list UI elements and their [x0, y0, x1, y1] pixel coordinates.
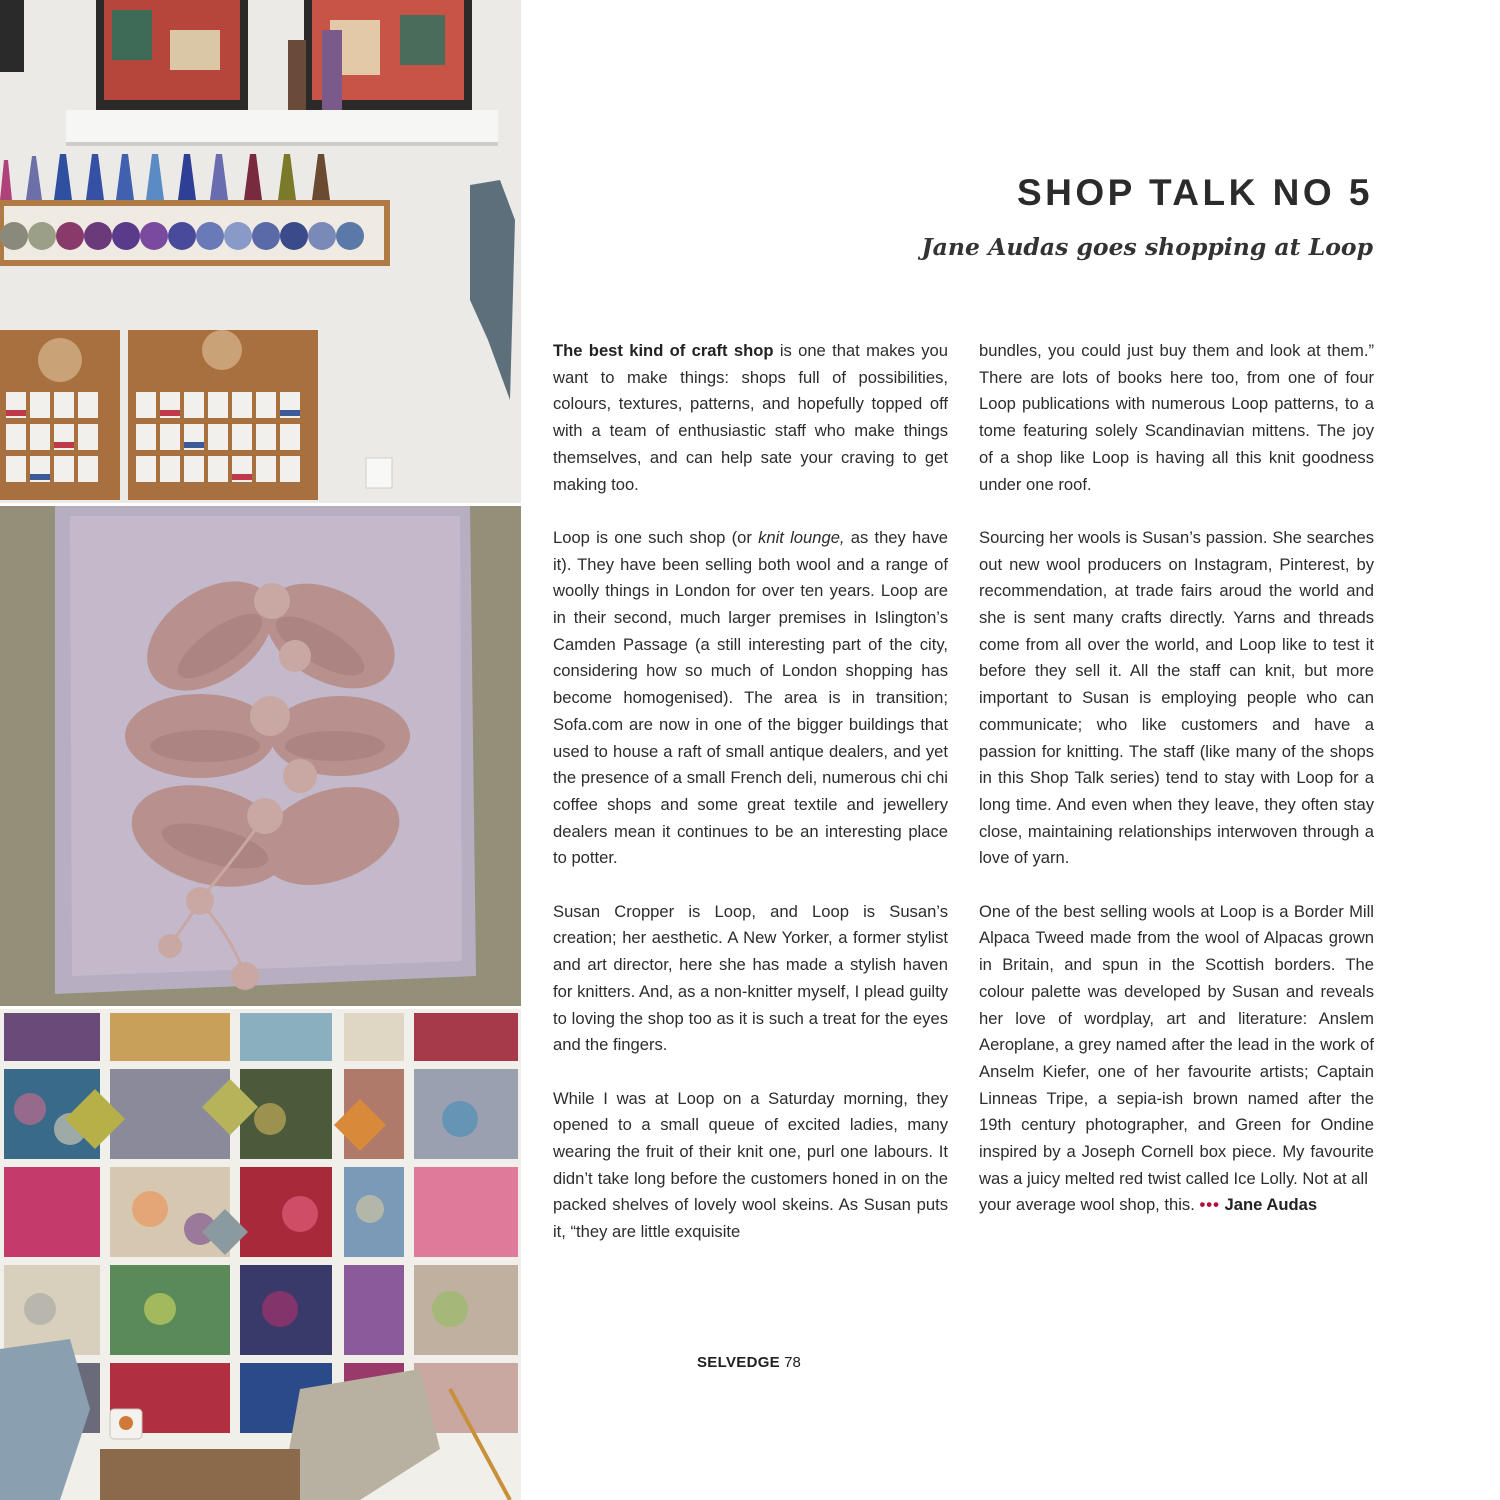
magazine-name: SELVEDGE: [697, 1354, 780, 1371]
article-title: SHOP TALK NO 5: [1016, 172, 1373, 213]
page-number: 78: [784, 1354, 801, 1371]
paragraph: [553, 525, 948, 872]
pink-skeins-illustration: [0, 506, 521, 1006]
paragraph: Susan Cropper is Loop, and Loop is Susan’s creation; her aesthetic. A New Yorker, a former stylist and art director, here she has made a stylish haven for knitters. And, as a non-knitter myself, I plead guilty to loving the shop too as it is such a treat for the eyes and the fingers.: [553, 901, 948, 1055]
closing-text: your average wool shop, this.: [979, 1195, 1200, 1215]
closing-line: [979, 1195, 1317, 1214]
photo-yarn-shelves: [0, 0, 521, 503]
paragraph-text: Loop is one such shop (or: [553, 527, 759, 547]
paragraph: [979, 899, 1374, 1219]
paragraph: [553, 338, 948, 498]
yarn-shelves-illustration: [0, 0, 521, 503]
lead-in: The best kind of craft shop: [553, 341, 774, 360]
yarn-cubbies-illustration: [0, 1009, 521, 1500]
paragraph: Sourcing her wools is Susan’s passion. She searches out new wool producers on Instagram, Pinterest, by recommendation, at trade fairs aroud the world and she is sent many crafts directly. Yarns and threads come from all over the world, and Loop like to test it before they sell it. All the staff can knit, but more important to Susan is employing people who can communicate; who like customers and have a passion for knitting. The staff (like many of the shops in this Shop Talk series) tend to stay with Loop for a long time. And even when they leave, they often stay close, maintaining relationships interwoven through a love of yarn.: [979, 527, 1374, 868]
italic-phrase: knit lounge,: [758, 527, 845, 547]
photo-yarn-cubbies: [0, 1009, 521, 1500]
paragraph: bundles, you could just buy them and look at them.” There are lots of books here too, from one of four Loop publications with numerous Loop patterns, to a tome featuring solely Scandinavian mittens. The joy of a shop like Loop is having all this knit goodness under one roof.: [979, 341, 1374, 494]
paragraph: While I was at Loop on a Saturday morning, they opened to a small queue of excited ladies, many wearing the fruit of their knit one, purl one labours. It didn’t take long before the customers honed in on the packed shelves of lovely wool skeins. As Susan puts it, “they are little exquisite: [553, 1088, 948, 1242]
paragraph-text: is one that makes you want to make things: shops full of possibilities, colours, textures, patterns, and hopefully topped off with a team of enthusiastic staff who make things themselves, and can help sate your craving to get making too.: [553, 341, 948, 494]
text-column-right: [979, 338, 1374, 1246]
byline: Jane Audas: [1224, 1195, 1318, 1215]
end-mark: •••: [1199, 1195, 1220, 1215]
paragraph-text: as they have it). They have been selling both wool and a range of woolly things in London for over ten years. Loop are in their second, much larger premises in Islington’s Camden Passage (a still interesting part of the city, considering how so much of London shopping has become homogenised). The area is in transition; Sofa.com are now in one of the bigger buildings that used to house a raft of small antique dealers, and yet the presence of a small French deli, numerous chi chi coffee shops and some great textile and jewellery dealers mean it continues to be an interesting place to potter.: [553, 527, 949, 868]
paragraph-text: One of the best selling wools at Loop is a Border Mill Alpaca Tweed made from the wool of Alpacas grown in Britain, and spun in the Scottish borders. The colour palette was developed by Susan and reveals her love of wordplay, art and literature: Anslem Aeroplane, a grey named after the lead in the work of Anselm Kiefer, one of her favourite artists; Captain Linneas Tripe, a sepia-ish brown named after the 19th century photographer, and Green for Ondine inspired by a Joseph Cornell box piece. My favourite was a juicy melted red twist called Ice Lolly. Not at all: [979, 901, 1374, 1188]
article-subtitle: Jane Audas goes shopping at Loop: [921, 233, 1373, 261]
text-column-left: [553, 338, 948, 1273]
photo-pink-skeins: [0, 506, 521, 1006]
page-footer: [697, 1354, 801, 1371]
